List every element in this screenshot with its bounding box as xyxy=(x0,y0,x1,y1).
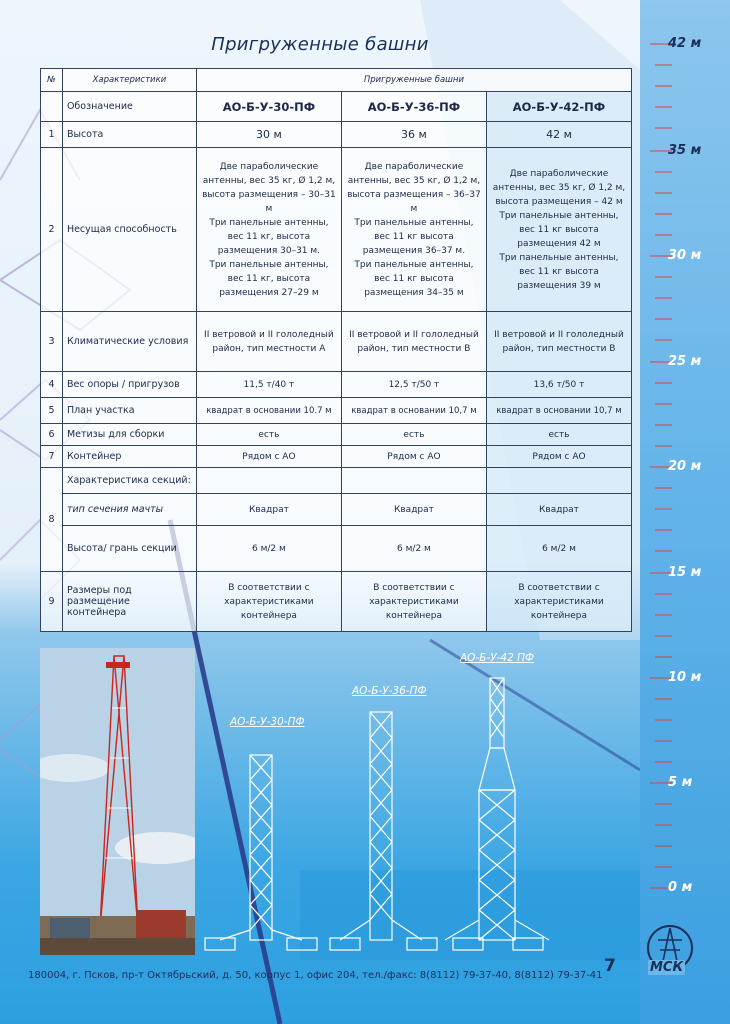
row-label: Метизы для сборки xyxy=(62,424,196,446)
table-cell: 42 м xyxy=(486,122,631,148)
spec-table xyxy=(40,68,632,632)
table-row xyxy=(41,372,632,398)
table-cell: 6 м/2 м xyxy=(341,526,486,572)
table-cell: 11,5 т/40 т xyxy=(196,372,341,398)
table-cell: 12,5 т/50 т xyxy=(341,372,486,398)
table-cell: Рядом с АО xyxy=(341,446,486,468)
table-cell: II ветровой и II гололедный район, тип местности В xyxy=(486,312,631,372)
model-cell: АО-Б-У-42-ПФ xyxy=(486,92,631,122)
table-cell: II ветровой и II гололедный район, тип местности В xyxy=(341,312,486,372)
table-row xyxy=(41,398,632,424)
row-label: Вес опоры / пригрузов xyxy=(62,372,196,398)
table-cell: 30 м xyxy=(196,122,341,148)
scale-label: 42 м xyxy=(668,36,702,51)
scale-label: 25 м xyxy=(668,354,702,369)
table-row xyxy=(41,424,632,446)
table-cell: квадрат в основании 10,7 м xyxy=(341,398,486,424)
table-header xyxy=(41,69,632,92)
table-cell: есть xyxy=(196,424,341,446)
row-label: Климатические условия xyxy=(62,312,196,372)
row-label: Размеры под размещение контейнера xyxy=(62,572,196,632)
scale-label: 35 м xyxy=(668,143,702,158)
table-cell: II ветровой и II гололедный район, тип местности А xyxy=(196,312,341,372)
table-cell: В соответствии с характеристиками контейнера xyxy=(196,572,341,632)
scale-label: 20 м xyxy=(668,459,702,474)
row-num: 4 xyxy=(41,372,63,398)
table-row xyxy=(41,446,632,468)
row-label: Высота/ грань секции xyxy=(62,526,196,572)
table-cell: В соответствии с характеристиками контейнера xyxy=(486,572,631,632)
table-cell: Квадрат xyxy=(196,494,341,526)
table-cell xyxy=(341,468,486,494)
scale-label: 10 м xyxy=(668,670,702,685)
header-characteristics: Характеристики xyxy=(62,69,196,92)
row-num: 5 xyxy=(41,398,63,424)
table-cell: Две параболические антенны, вес 35 кг, Ø 1,2 м, высота размещения – 42 м Три панельные антенны, вес 11 кг высота размещения 42 м Три панельные антенны, вес 11 кг высота размещения 39 м xyxy=(486,148,631,312)
scale-label: 30 м xyxy=(668,248,702,263)
row-label: План участка xyxy=(62,398,196,424)
company-logo xyxy=(640,920,700,982)
tower-photo xyxy=(40,648,195,955)
table-cell: квадрат в основании 10,7 м xyxy=(486,398,631,424)
table-cell: В соответствии с характеристиками контейнера xyxy=(341,572,486,632)
row-label: Характеристика секций: xyxy=(62,468,196,494)
footer-address: 180004, г. Псков, пр-т Октябрьский, д. 50, корпус 1, офис 204, тел./факс: 8(8112) 79-37-40, 8(8112) 79-37-41 xyxy=(28,970,603,981)
table-cell: Квадрат xyxy=(341,494,486,526)
table-cell: Рядом с АО xyxy=(486,446,631,468)
row-num: 9 xyxy=(41,572,63,632)
tower-label-30: АО-Б-У-30-ПФ xyxy=(230,716,305,728)
logo-text: МСК xyxy=(650,960,684,975)
table-row xyxy=(41,494,632,526)
designation-label: Обозначение xyxy=(62,92,196,122)
header-group: Пригруженные башни xyxy=(196,69,631,92)
row-num: 6 xyxy=(41,424,63,446)
row-num: 1 xyxy=(41,122,63,148)
row-num: 8 xyxy=(41,468,63,572)
row-num: 3 xyxy=(41,312,63,372)
header-num: № xyxy=(41,69,63,92)
table-cell: есть xyxy=(486,424,631,446)
table-cell: Две параболические антенны, вес 35 кг, Ø 1,2 м, высота размещения – 36–37 м Три панельные антенны, вес 11 кг высота размещения 36–37 м. Три панельные антенны, вес 11 кг высота размещения 34–35 м xyxy=(341,148,486,312)
row-label: Несущая способность xyxy=(62,148,196,312)
page-title: Пригруженные башни xyxy=(211,34,429,55)
table-row xyxy=(41,572,632,632)
table-cell: 6 м/2 м xyxy=(486,526,631,572)
row-num: 7 xyxy=(41,446,63,468)
model-cell: АО-Б-У-30-ПФ xyxy=(196,92,341,122)
scale-label: 5 м xyxy=(668,775,693,790)
table-row xyxy=(41,526,632,572)
table-cell: Рядом с АО xyxy=(196,446,341,468)
table-cell: 36 м xyxy=(341,122,486,148)
scale-label: 15 м xyxy=(668,565,702,580)
table-cell: есть xyxy=(341,424,486,446)
model-cell: АО-Б-У-36-ПФ xyxy=(341,92,486,122)
table-cell: 13,6 т/50 т xyxy=(486,372,631,398)
table-row xyxy=(41,312,632,372)
scale-label: 0 м xyxy=(668,880,693,895)
tower-label-42: АО-Б-У-42 ПФ xyxy=(460,652,535,664)
table-row xyxy=(41,122,632,148)
table-cell: квадрат в основании 10.7 м xyxy=(196,398,341,424)
page-number: 7 xyxy=(604,956,616,976)
table-row xyxy=(41,148,632,312)
table-row xyxy=(41,92,632,122)
table-cell: Две параболические антенны, вес 35 кг, Ø 1,2 м, высота размещения – 30–31 м Три панельные антенны, вес 11 кг, высота размещения 30–31 м. Три панельные антенны, вес 11 кг, высота размещения 27–29 м xyxy=(196,148,341,312)
row-label: тип сечения мачты xyxy=(62,494,196,526)
table-row xyxy=(41,468,632,494)
row-label: Контейнер xyxy=(62,446,196,468)
row-label: Высота xyxy=(62,122,196,148)
table-cell: 6 м/2 м xyxy=(196,526,341,572)
table-cell xyxy=(196,468,341,494)
table-cell: Квадрат xyxy=(486,494,631,526)
tower-label-36: АО-Б-У-36-ПФ xyxy=(352,685,427,697)
row-num: 2 xyxy=(41,148,63,312)
table-cell xyxy=(486,468,631,494)
